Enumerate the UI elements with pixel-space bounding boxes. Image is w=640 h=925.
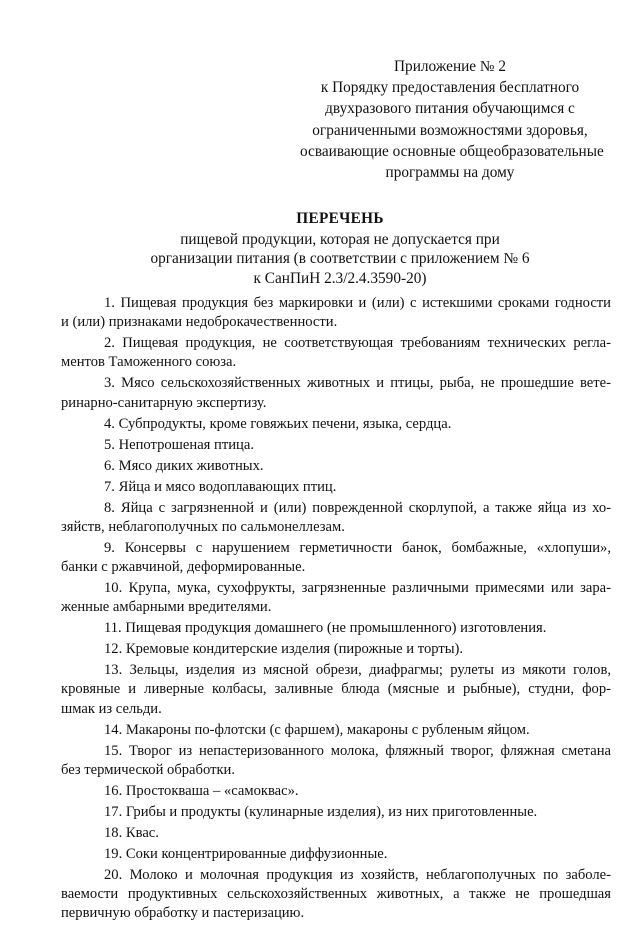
document-title bbox=[100, 209, 580, 288]
list-item bbox=[61, 619, 611, 638]
list-item-line: 9. Консервы с нарушением герметичности банок, бомбажные, «хлопуши», bbox=[104, 539, 611, 556]
list-item bbox=[61, 782, 611, 801]
list-item-line: 15. Творог из непастеризованного молока, фляжный творог, фляжная сметана bbox=[104, 742, 611, 759]
list-item bbox=[61, 457, 611, 476]
annex-line: ограниченными возможностями здоровья, bbox=[312, 121, 588, 139]
list-item-line: 10. Крупа, мука, сухофрукты, загрязненные различными примесями или зара- bbox=[104, 580, 611, 597]
list-item-line: женные амбарными вредителями. bbox=[61, 599, 272, 616]
list-item bbox=[61, 499, 611, 537]
annex-header bbox=[300, 56, 604, 183]
list-item bbox=[61, 415, 611, 434]
list-item bbox=[61, 478, 611, 497]
list-item bbox=[61, 803, 611, 822]
annex-line: к Порядку предоставления бесплатного bbox=[320, 79, 580, 97]
list-item bbox=[61, 640, 611, 659]
list-item-line: первичную обработку и пастеризацию. bbox=[61, 905, 305, 922]
list-item bbox=[61, 721, 611, 740]
list-item-line: 19. Соки концентрированные диффузионные. bbox=[104, 845, 388, 862]
list-item-line: ментов Таможенного союза. bbox=[61, 354, 237, 371]
annex-line: программы на дому bbox=[385, 164, 515, 182]
list-item-line: 7. Яйца и мясо водоплавающих птиц. bbox=[104, 478, 337, 495]
list-item bbox=[61, 866, 611, 924]
list-item bbox=[61, 661, 611, 719]
list-item-line: 17. Грибы и продукты (кулинарные изделия), из них приготовленные. bbox=[104, 803, 538, 820]
list-item-line: 11. Пищевая продукция домашнего (не промышленного) изготовления. bbox=[104, 620, 547, 637]
list-item bbox=[61, 294, 611, 332]
list-item-line: зяйств, неблагополучных по сальмонеллезам. bbox=[61, 518, 345, 535]
list-item-line: шмак из сельди. bbox=[61, 700, 162, 717]
list-item bbox=[61, 334, 611, 372]
list-item-line: 3. Мясо сельскохозяйственных животных и птицы, рыба, не прошедшие вете- bbox=[104, 375, 611, 392]
list-item-line: 1. Пищевая продукция без маркировки и (или) с истекшими сроками годности bbox=[104, 295, 611, 311]
list-item-line: 8. Яйца с загрязненной и (или) поврежденной скорлупой, а также яйца из хо- bbox=[104, 499, 611, 516]
list-item bbox=[61, 579, 611, 617]
title-line: к СанПиН 2.3/2.4.3590-20) bbox=[253, 269, 427, 287]
list-item bbox=[61, 742, 611, 780]
annex-line: двухразового питания обучающимся с bbox=[325, 100, 575, 118]
list-item-line: 5. Непотрошеная птица. bbox=[104, 436, 254, 453]
list-item-line: 6. Мясо диких животных. bbox=[104, 457, 264, 474]
product-list bbox=[61, 294, 611, 925]
list-item-line: 20. Молоко и молочная продукция из хозяйств, неблагополучных по заболе- bbox=[104, 866, 611, 883]
list-item-line: ваемости продуктивных сельскохозяйственных животных, а также не прошедшая bbox=[61, 886, 611, 903]
list-item bbox=[61, 845, 611, 864]
title-line: организации питания (в соответствии с приложением № 6 bbox=[150, 250, 530, 268]
list-item-line: кровяные и ливерные колбасы, заливные блюда (мясные и рыбные), студни, фор- bbox=[61, 681, 611, 698]
list-item-line: 13. Зельцы, изделия из мясной обрези, диафрагмы; рулеты из мякоти голов, bbox=[104, 662, 611, 679]
list-item-line: без термической обработки. bbox=[61, 761, 235, 778]
list-item bbox=[61, 436, 611, 455]
list-item-line: 12. Кремовые кондитерские изделия (пирожные и торты). bbox=[104, 641, 464, 658]
title-heading: ПЕРЕЧЕНЬ bbox=[296, 210, 384, 227]
list-item-line: 16. Простокваша – «самоквас». bbox=[104, 782, 299, 799]
list-item-line: 18. Квас. bbox=[104, 824, 159, 841]
list-item bbox=[61, 539, 611, 577]
list-item-line: 2. Пищевая продукция, не соответствующая требованиям технических регла- bbox=[104, 335, 611, 352]
list-item bbox=[61, 374, 611, 412]
annex-line: Приложение № 2 bbox=[394, 58, 506, 75]
list-item-line: и (или) признаками недоброкачественности. bbox=[61, 314, 338, 331]
list-item-line: ринарно-санитарную экспертизу. bbox=[61, 394, 267, 411]
list-item bbox=[61, 824, 611, 843]
list-item-line: 14. Макароны по-флотски (с фаршем), макароны с рубленым яйцом. bbox=[104, 721, 530, 738]
title-line: пищевой продукции, которая не допускается при bbox=[180, 230, 500, 248]
list-item-line: 4. Субпродукты, кроме говяжьих печени, языка, сердца. bbox=[104, 415, 452, 432]
annex-line: осваивающие основные общеобразовательные bbox=[300, 142, 604, 160]
list-item-line: банки с ржавчиной, деформированные. bbox=[61, 559, 306, 576]
